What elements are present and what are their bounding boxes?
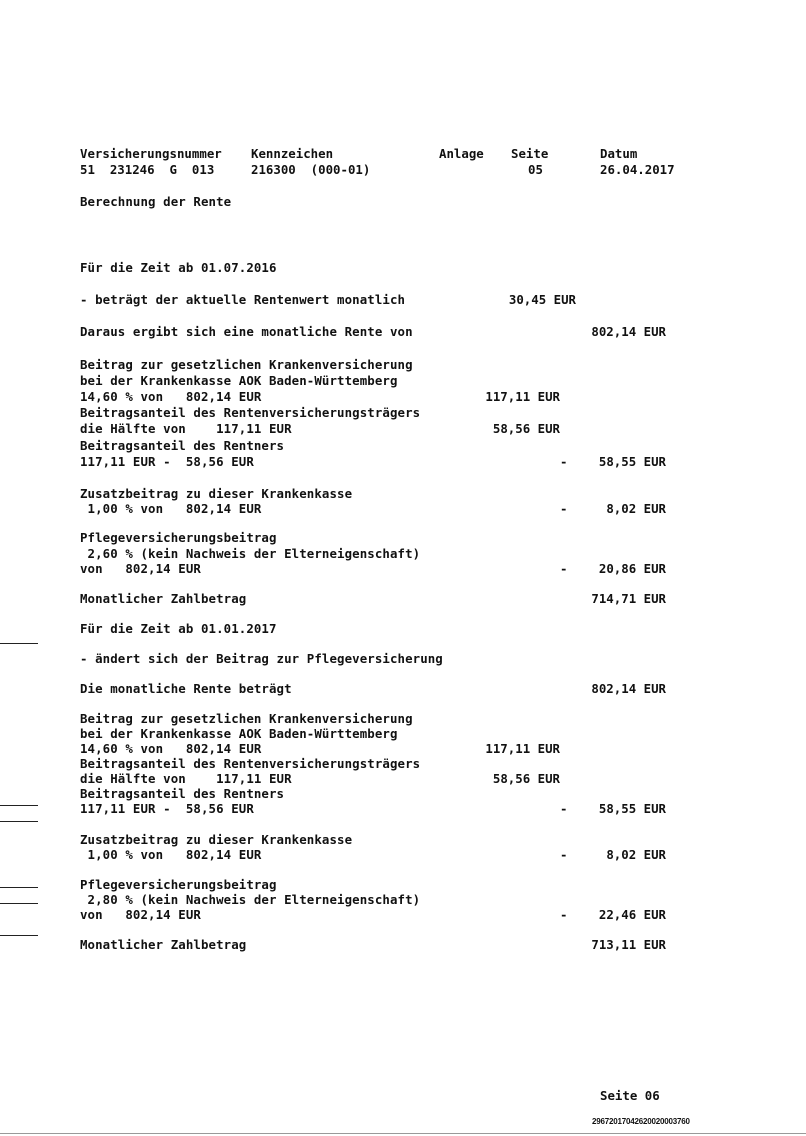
margin-mark: [0, 821, 38, 822]
period2-zahlbetrag-text: Monatlicher Zahlbetrag: [80, 937, 247, 952]
period1-heading: Für die Zeit ab 01.07.2016: [80, 260, 277, 275]
header-label-anlage: Anlage: [439, 146, 484, 161]
period2-pv-amount: 22,46 EUR: [598, 907, 666, 922]
period1-kv-line5: die Hälfte von 117,11 EUR: [80, 421, 292, 436]
period1-kv-line1: Beitrag zur gesetzlichen Krankenversicherung: [80, 357, 413, 372]
margin-mark: [0, 805, 38, 806]
period2-kv-line6: Beitragsanteil des Rentners: [80, 786, 285, 801]
period2-change-text: - ändert sich der Beitrag zur Pflegeversicherung: [80, 651, 443, 666]
period1-rentenwert-text: - beträgt der aktuelle Rentenwert monatlich: [80, 292, 406, 307]
period2-zb-line2: 1,00 % von 802,14 EUR: [80, 847, 262, 862]
period2-kv-line7: 117,11 EUR - 58,56 EUR: [80, 801, 254, 816]
period1-pv-line1: Pflegeversicherungsbeitrag: [80, 530, 277, 545]
header-value-datum: 26.04.2017: [600, 162, 675, 177]
period2-rente-text: Die monatliche Rente beträgt: [80, 681, 292, 696]
bottom-rule: [0, 1133, 806, 1134]
page-title: Berechnung der Rente: [80, 194, 232, 209]
period2-kv-line4: Beitragsanteil des Rentenversicherungsträgers: [80, 756, 421, 771]
period2-pv-minus: -: [560, 907, 568, 922]
header-label-versicherungsnummer: Versicherungsnummer: [80, 146, 222, 161]
period1-kv-line3-amount: 117,11 EUR: [485, 389, 560, 404]
period1-zahlbetrag-text: Monatlicher Zahlbetrag: [80, 591, 247, 606]
period2-kv-line1: Beitrag zur gesetzlichen Krankenversicherung: [80, 711, 413, 726]
period1-zb-line2: 1,00 % von 802,14 EUR: [80, 501, 262, 516]
period1-pv-amount: 20,86 EUR: [598, 561, 666, 576]
margin-mark: [0, 643, 38, 644]
period1-kv-line3: 14,60 % von 802,14 EUR: [80, 389, 262, 404]
period1-pv-line3: von 802,14 EUR: [80, 561, 201, 576]
period1-pv-line2: 2,60 % (kein Nachweis der Elterneigenschaft): [80, 546, 421, 561]
period2-kv-line7-minus: -: [560, 801, 568, 816]
period2-pv-line3: von 802,14 EUR: [80, 907, 201, 922]
period2-rente-amount: 802,14 EUR: [591, 681, 666, 696]
period1-zb-amount: 8,02 EUR: [606, 501, 666, 516]
period2-kv-line3-amount: 117,11 EUR: [485, 741, 560, 756]
period1-kv-line4: Beitragsanteil des Rentenversicherungsträgers: [80, 405, 421, 420]
period1-kv-line7-amount: 58,55 EUR: [598, 454, 666, 469]
header-label-kennzeichen: Kennzeichen: [251, 146, 334, 161]
period2-pv-line1: Pflegeversicherungsbeitrag: [80, 877, 277, 892]
period1-zb-minus: -: [560, 501, 568, 516]
period2-kv-line5-amount: 58,56 EUR: [492, 771, 560, 786]
period2-zb-minus: -: [560, 847, 568, 862]
period1-pv-minus: -: [560, 561, 568, 576]
period1-rente-amount: 802,14 EUR: [591, 324, 666, 339]
period2-pv-line2: 2,80 % (kein Nachweis der Elterneigenschaft): [80, 892, 421, 907]
period1-kv-line7-minus: -: [560, 454, 568, 469]
header-value-kennzeichen: 216300 (000-01): [251, 162, 371, 177]
header-value-seite: 05: [528, 162, 543, 177]
period1-kv-line5-amount: 58,56 EUR: [492, 421, 560, 436]
period2-zb-amount: 8,02 EUR: [606, 847, 666, 862]
margin-mark: [0, 935, 38, 936]
period2-kv-line7-amount: 58,55 EUR: [598, 801, 666, 816]
period2-heading: Für die Zeit ab 01.01.2017: [80, 621, 277, 636]
footer-page-number: Seite 06: [600, 1088, 660, 1103]
period1-kv-line6: Beitragsanteil des Rentners: [80, 438, 285, 453]
period2-kv-line5: die Hälfte von 117,11 EUR: [80, 771, 292, 786]
period2-kv-line3: 14,60 % von 802,14 EUR: [80, 741, 262, 756]
period1-zahlbetrag-amount: 714,71 EUR: [591, 591, 666, 606]
header-label-seite: Seite: [511, 146, 549, 161]
period1-rente-text: Daraus ergibt sich eine monatliche Rente von: [80, 324, 413, 339]
period2-kv-line2: bei der Krankenkasse AOK Baden-Württemberg: [80, 726, 398, 741]
period1-kv-line7: 117,11 EUR - 58,56 EUR: [80, 454, 254, 469]
footer-document-code: 29672017042620020003760: [592, 1117, 690, 1126]
period2-zb-line1: Zusatzbeitrag zu dieser Krankenkasse: [80, 832, 353, 847]
period1-rentenwert-amount: 30,45 EUR: [508, 292, 576, 307]
margin-mark: [0, 887, 38, 888]
period1-zb-line1: Zusatzbeitrag zu dieser Krankenkasse: [80, 486, 353, 501]
header-label-datum: Datum: [600, 146, 638, 161]
header-value-versicherungsnummer: 51 231246 G 013: [80, 162, 215, 177]
margin-mark: [0, 903, 38, 904]
period1-kv-line2: bei der Krankenkasse AOK Baden-Württemberg: [80, 373, 398, 388]
period2-zahlbetrag-amount: 713,11 EUR: [591, 937, 666, 952]
